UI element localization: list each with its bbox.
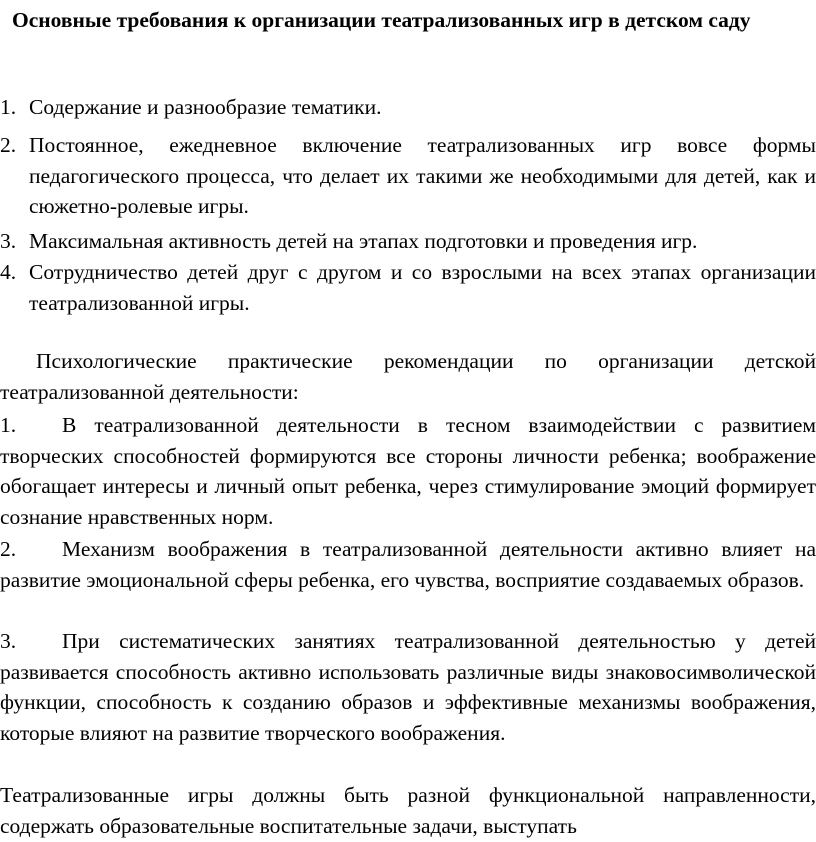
recommendation-text: В театрализованной деятельности в тесном взаимодействии с развитием творческих способностей формируются все стороны личности ребенка; воображение обогащает интересы и личный опыт ребенка, через стимулирование эмоций формирует сознание нравственных норм. <box>0 413 816 529</box>
requirement-item <box>0 92 816 123</box>
recommendation-number: 1. <box>0 413 17 437</box>
recommendation-number: 2. <box>0 537 17 561</box>
requirement-text: Содержание и разнообразие тематики. <box>29 95 382 119</box>
requirement-number: 4. <box>0 260 17 284</box>
recommendations-intro: Психологические практические рекомендации по организации детской театрализованной деятельности: <box>0 349 816 404</box>
requirement-item <box>0 257 816 318</box>
recommendation-text: Механизм воображения в театрализованной деятельности активно влияет на развитие эмоциональной сферы ребенка, его чувства, восприятие создаваемых образов. <box>0 537 816 592</box>
requirement-text: Сотрудничество детей друг с другом и со взрослыми на всех этапах организации театрализованной игры. <box>29 260 816 315</box>
requirement-number: 1. <box>0 95 17 119</box>
requirement-item <box>0 130 816 222</box>
recommendation-item <box>0 410 816 532</box>
requirement-number: 3. <box>0 229 17 253</box>
recommendation-text: При систематических занятиях театрализованной деятельностью у детей развивается способность активно использовать различные виды знаковосимволической функции, способность к созданию образов и эффективные механизмы воображения, которые влияют на развитие творческого воображения. <box>0 629 816 745</box>
requirement-text: Максимальная активность детей на этапах подготовки и проведения игр. <box>29 229 698 253</box>
requirement-item <box>0 226 816 257</box>
recommendation-item <box>0 534 816 595</box>
recommendation-number: 3. <box>0 629 17 653</box>
closing-paragraph: Театрализованные игры должны быть разной функциональной направленности, содержать образовательные воспитательные задачи, выступать <box>0 783 816 838</box>
requirement-number: 2. <box>0 133 17 157</box>
requirement-text: Постоянное, ежедневное включение театрализованных игр вовсе формы педагогического процесса, что делает их такими же необходимыми для детей, как и сюжетно-ролевые игры. <box>29 133 816 218</box>
document-title: Основные требования к организации театрализованных игр в детском саду <box>12 8 751 32</box>
recommendation-item <box>0 626 816 748</box>
